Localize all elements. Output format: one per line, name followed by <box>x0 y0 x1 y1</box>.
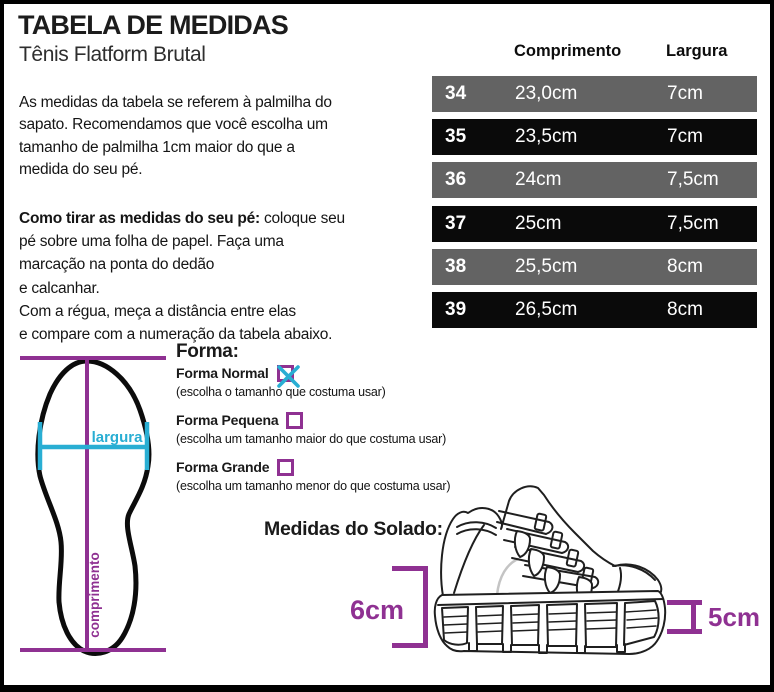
sole-heading: Medidas do Solado: <box>264 518 443 540</box>
comprimento-value: 23,0cm <box>515 83 578 104</box>
largura-value: 8cm <box>667 299 703 320</box>
size-row-34 <box>432 76 757 112</box>
check-x-icon <box>276 364 301 389</box>
size-value: 36 <box>445 169 467 190</box>
forma-option-label: Forma Normal <box>176 365 269 381</box>
size-value: 34 <box>445 83 467 104</box>
size-value: 37 <box>445 213 467 234</box>
forma-option-label: Forma Grande <box>176 459 270 475</box>
forma-option-pequena <box>176 411 476 447</box>
largura-value: 7cm <box>667 126 703 147</box>
size-value: 35 <box>445 126 467 147</box>
forma-option-caption: (escolha o tamanho que costuma usar) <box>176 385 386 399</box>
size-value: 39 <box>445 299 467 320</box>
howto-body: coloque seu pé sobre uma folha de papel. Faça uma marcação na ponta do dedão e calcanhar. Com a régua, meça a distância entre elas e compare com a numeração da tabela abaixo. <box>19 210 345 344</box>
sole-height-label: 5cm <box>708 602 761 632</box>
length-label: comprimento <box>87 552 102 638</box>
comprimento-value: 26,5cm <box>515 299 578 320</box>
checkbox-checked[interactable] <box>277 365 294 382</box>
size-row-35 <box>432 119 757 155</box>
table-header-largura: Largura <box>666 42 728 60</box>
foot-measurement-diagram <box>0 350 190 662</box>
size-row-39 <box>432 292 757 328</box>
comprimento-value: 25cm <box>515 213 562 234</box>
comprimento-value: 25,5cm <box>515 256 578 277</box>
forma-options <box>176 364 476 505</box>
size-row-36 <box>432 162 757 198</box>
forma-option-label: Forma Pequena <box>176 412 279 428</box>
forma-option-caption: (escolha um tamanho maior do que costuma usar) <box>176 432 447 446</box>
size-value: 38 <box>445 256 467 277</box>
shoe-illustration <box>433 477 673 660</box>
howto-lead: Como tirar as medidas do seu pé: <box>19 210 260 227</box>
comprimento-value: 23,5cm <box>515 126 578 147</box>
checkbox-unchecked[interactable] <box>286 412 303 429</box>
largura-value: 7cm <box>667 83 703 104</box>
platform-height-label: 6cm <box>350 595 405 625</box>
checkbox-unchecked[interactable] <box>277 459 294 476</box>
size-row-37 <box>432 206 757 242</box>
page-subtitle: Tênis Flatform Brutal <box>19 43 206 66</box>
table-header-comprimento: Comprimento <box>514 42 622 60</box>
width-label: largura <box>91 429 143 446</box>
intro-text: As medidas da tabela se referem à palmilha do sapato. Recomendamos que você escolha um tamanho de palmilha 1cm maior do que a medida do seu pé. <box>19 94 332 178</box>
forma-heading: Forma: <box>176 341 239 362</box>
platform-bracket-top-cap <box>392 566 427 571</box>
largura-value: 7,5cm <box>667 169 719 190</box>
largura-value: 8cm <box>667 256 703 277</box>
page-title: TABELA DE MEDIDAS <box>18 10 288 40</box>
largura-value: 7,5cm <box>667 213 719 234</box>
platform-bracket-bottom-cap <box>392 643 427 648</box>
size-row-38 <box>432 249 757 285</box>
forma-option-grande <box>176 458 476 494</box>
howto-text <box>19 207 404 346</box>
platform-bracket-line <box>423 566 428 648</box>
forma-option-caption: (escolha um tamanho menor do que costuma usar) <box>176 479 451 493</box>
forma-option-normal <box>176 364 476 400</box>
comprimento-value: 24cm <box>515 169 562 190</box>
